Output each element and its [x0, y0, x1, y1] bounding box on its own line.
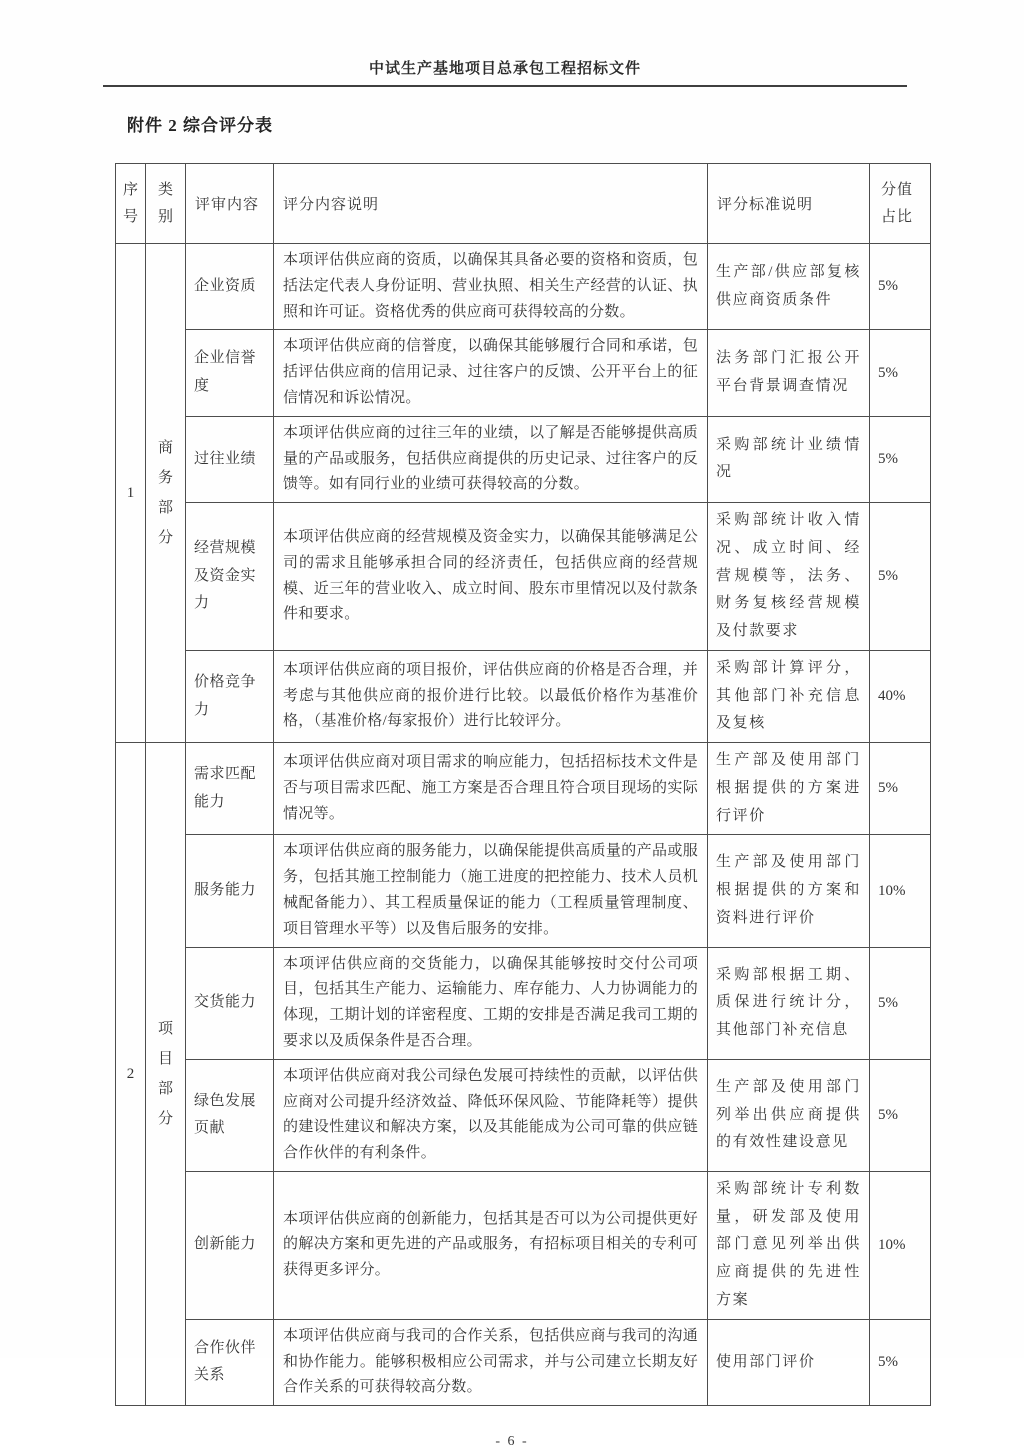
cell-weight: 10%	[870, 835, 931, 947]
header-divider	[103, 85, 907, 87]
attachment-title: 附件 2 综合评分表	[127, 116, 273, 135]
cell-content-desc: 本项评估供应商的项目报价，评估供应商的价格是否合理，并考虑与其他供应商的报价进行比较。以最低价格作为基准价格，（基准价格/每家报价）进行比较评分。	[274, 650, 708, 742]
cell-review-item: 需求匹配能力	[186, 743, 274, 835]
cell-content-desc: 本项评估供应商对项目需求的响应能力，包括招标技术文件是否与项目需求匹配、施工方案是否合理且符合项目现场的实际情况等。	[274, 743, 708, 835]
table-row	[116, 1319, 931, 1405]
cell-standard-desc: 采购部根据工期、质保进行统计分，其他部门补充信息	[708, 947, 870, 1059]
cell-standard-desc: 生产部及使用部门根据提供的方案和资料进行评价	[708, 835, 870, 947]
header-category: 类别	[146, 164, 186, 244]
category-vertical-text: 项目部分	[157, 1021, 173, 1128]
cell-standard-desc: 生产部/供应部复核供应商资质条件	[708, 244, 870, 330]
table-row	[116, 244, 931, 330]
cell-review-item: 企业资质	[186, 244, 274, 330]
cell-standard-desc: 采购部计算评分，其他部门补充信息及复核	[708, 650, 870, 742]
cell-weight: 5%	[870, 743, 931, 835]
cell-content-desc: 本项评估供应商的资质，以确保其具备必要的资格和资质，包括法定代表人身份证明、营业执照、相关生产经营的认证、执照和许可证。资格优秀的供应商可获得较高的分数。	[274, 244, 708, 330]
document-header-title: 中试生产基地项目总承包工程招标文件	[368, 61, 641, 77]
header-content-desc: 评分内容说明	[274, 164, 708, 244]
cell-content-desc: 本项评估供应商的经营规模及资金实力，以确保其能够满足公司的需求且能够承担合同的经济责任，包括供应商的经营规模、近三年的营业收入、成立时间、股东市里情况以及付款条件和要求。	[274, 503, 708, 651]
cell-review-item: 创新能力	[186, 1171, 274, 1319]
header-weight: 分值占比	[870, 164, 931, 244]
cell-standard-desc: 生产部及使用部门根据提供的方案进行评价	[708, 743, 870, 835]
cell-review-item: 绿色发展页献	[186, 1059, 274, 1171]
table-row	[116, 1059, 931, 1171]
cell-weight: 5%	[870, 947, 931, 1059]
table-row	[116, 1171, 931, 1319]
cell-standard-desc: 使用部门评价	[708, 1319, 870, 1405]
table-row	[116, 835, 931, 947]
header-standard-desc: 评分标准说明	[708, 164, 870, 244]
cell-weight: 5%	[870, 503, 931, 651]
cell-content-desc: 本项评估供应商与我司的合作关系，包括供应商与我司的沟通和协作能力。能够积极相应公司需求，并与公司建立长期友好合作关系的可获得较高分数。	[274, 1319, 708, 1405]
cell-review-item: 交货能力	[186, 947, 274, 1059]
cell-content-desc: 本项评估供应商对我公司绿色发展可持续性的贡献，以评估供应商对公司提升经济效益、降低环保风险、节能降耗等）提供的建设性建议和解决方案，以及其能能成为公司可靠的供应链合作伙伴的有利条件。	[274, 1059, 708, 1171]
cell-content-desc: 本项评估供应商的创新能力，包括其是否可以为公司提供更好的解决方案和更先进的产品或服务，有招标项目相关的专利可获得更多评分。	[274, 1171, 708, 1319]
table-row	[116, 503, 931, 651]
cell-standard-desc: 采购部统计收入情况、成立时间、经营规模等，法务、财务复核经营规模及付款要求	[708, 503, 870, 651]
table-header-row	[116, 164, 931, 244]
cell-weight: 5%	[870, 1059, 931, 1171]
cell-standard-desc: 采购部统计业绩情况	[708, 416, 870, 502]
table-row	[116, 743, 931, 835]
page-number: - 6 -	[495, 1434, 529, 1450]
cell-standard-desc: 生产部及使用部门列举出供应商提供的有效性建设意见	[708, 1059, 870, 1171]
cell-review-item: 企业信誉度	[186, 330, 274, 416]
cell-weight: 5%	[870, 244, 931, 330]
cell-content-desc: 本项评估供应商的服务能力，以确保能提供高质量的产品或服务，包括其施工控制能力（施工进度的把控能力、技术人员机械配备能力）、其工程质量保证的能力（工程质量管理制度、项目管理水平等）以及售后服务的安排。	[274, 835, 708, 947]
table-row	[116, 650, 931, 742]
cell-weight: 5%	[870, 416, 931, 502]
cell-standard-desc: 法务部门汇报公开平台背景调查情况	[708, 330, 870, 416]
cell-weight: 5%	[870, 330, 931, 416]
cell-section-category	[146, 244, 186, 743]
cell-review-item: 经营规模及资金实力	[186, 503, 274, 651]
cell-weight: 40%	[870, 650, 931, 742]
score-table	[115, 163, 931, 1406]
category-vertical-text: 商务部分	[157, 440, 173, 547]
table-row	[116, 947, 931, 1059]
cell-section-no: 1	[116, 244, 146, 743]
header-review-item: 评审内容	[186, 164, 274, 244]
cell-standard-desc: 采购部统计专利数量，研发部及使用部门意见列举出供应商提供的先进性方案	[708, 1171, 870, 1319]
cell-section-no: 2	[116, 743, 146, 1406]
cell-weight: 5%	[870, 1319, 931, 1405]
table-row	[116, 416, 931, 502]
cell-review-item: 合作伙伴关系	[186, 1319, 274, 1405]
cell-weight: 10%	[870, 1171, 931, 1319]
header-no: 序号	[116, 164, 146, 244]
cell-review-item: 服务能力	[186, 835, 274, 947]
cell-content-desc: 本项评估供应商的信誉度，以确保其能够履行合同和承诺，包括评估供应商的信用记录、过往客户的反馈、公开平台上的征信情况和诉讼情况。	[274, 330, 708, 416]
cell-section-category	[146, 743, 186, 1406]
cell-review-item: 过往业绩	[186, 416, 274, 502]
table-row	[116, 330, 931, 416]
cell-content-desc: 本项评估供应商的交货能力，以确保其能够按时交付公司项目，包括其生产能力、运输能力、库存能力、人力协调能力的体现，工期计划的详密程度、工期的安排是否满足我司工期的要求以及质保条件是否合理。	[274, 947, 708, 1059]
cell-review-item: 价格竞争力	[186, 650, 274, 742]
cell-content-desc: 本项评估供应商的过往三年的业绩，以了解是否能够提供高质量的产品或服务，包括供应商提供的历史记录、过往客户的反馈等。如有同行业的业绩可获得较高的分数。	[274, 416, 708, 502]
